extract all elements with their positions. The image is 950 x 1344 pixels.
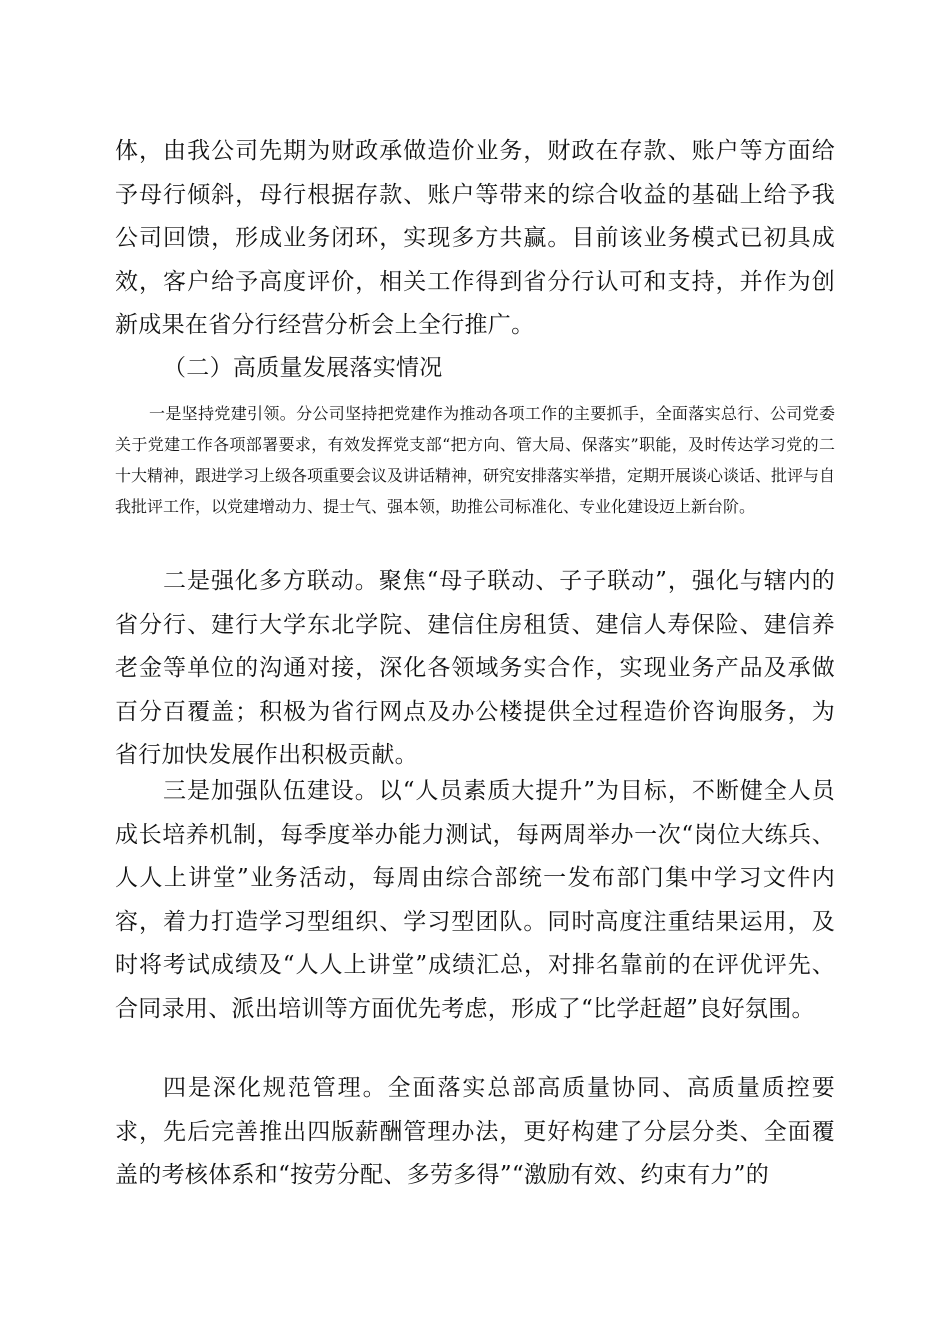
section-heading: （二）高质量发展落实情况 [163,355,443,381]
point-two-paragraph: 二是强化多方联动。聚焦“母子联动、子子联动”，强化与辖内的省分行、建行大学东北学院、建信住房租赁、建信人寿保险、建信养老金等单位的沟通对接，深化各领域务实合作，实现业务产品及承做百分百覆盖；积极为省行网点及办公楼提供全过程造价咨询服务，为省行加快发展作出积极贡献。 [115,568,835,768]
point-four-paragraph: 四是深化规范管理。全面落实总部高质量协同、高质量质控要求，先后完善推出四版薪酬管理办法，更好构建了分层分类、全面覆盖的考核体系和“按劳分配、多劳多得”“激励有效、约束有力”的 [115,1075,835,1188]
point-three-paragraph: 三是加强队伍建设。以“人员素质大提升”为目标，不断健全人员成长培养机制，每季度举办能力测试，每两周举办一次“岗位大练兵、人人上讲堂”业务活动，每周由综合部统一发布部门集中学习文件内容，着力打造学习型组织、学习型团队。同时高度注重结果运用，及时将考试成绩及“人人上讲堂”成绩汇总，对排名靠前的在评优评先、合同录用、派出培训等方面优先考虑，形成了“比学赶超”良好氛围。 [115,778,835,1022]
intro-paragraph: 体，由我公司先期为财政承做造价业务，财政在存款、账户等方面给予母行倾斜，母行根据存款、账户等带来的综合收益的基础上给予我公司回馈，形成业务闭环，实现多方共赢。目前该业务模式已初具成效，客户给予高度评价，相关工作得到省分行认可和支持，并作为创新成果在省分行经营分析会上全行推广。 [115,138,835,338]
point-one-paragraph: 一是坚持党建引领。分公司坚持把党建作为推动各项工作的主要抓手，全面落实总行、公司党委关于党建工作各项部署要求，有效发挥党支部“把方向、管大局、保落实”职能，及时传达学习党的二十大精神，跟进学习上级各项重要会议及讲话精神，研究安排落实举措，定期开展谈心谈话、批评与自我批评工作，以党建增动力、提士气、强本领，助推公司标准化、专业化建设迈上新台阶。 [115,404,836,516]
